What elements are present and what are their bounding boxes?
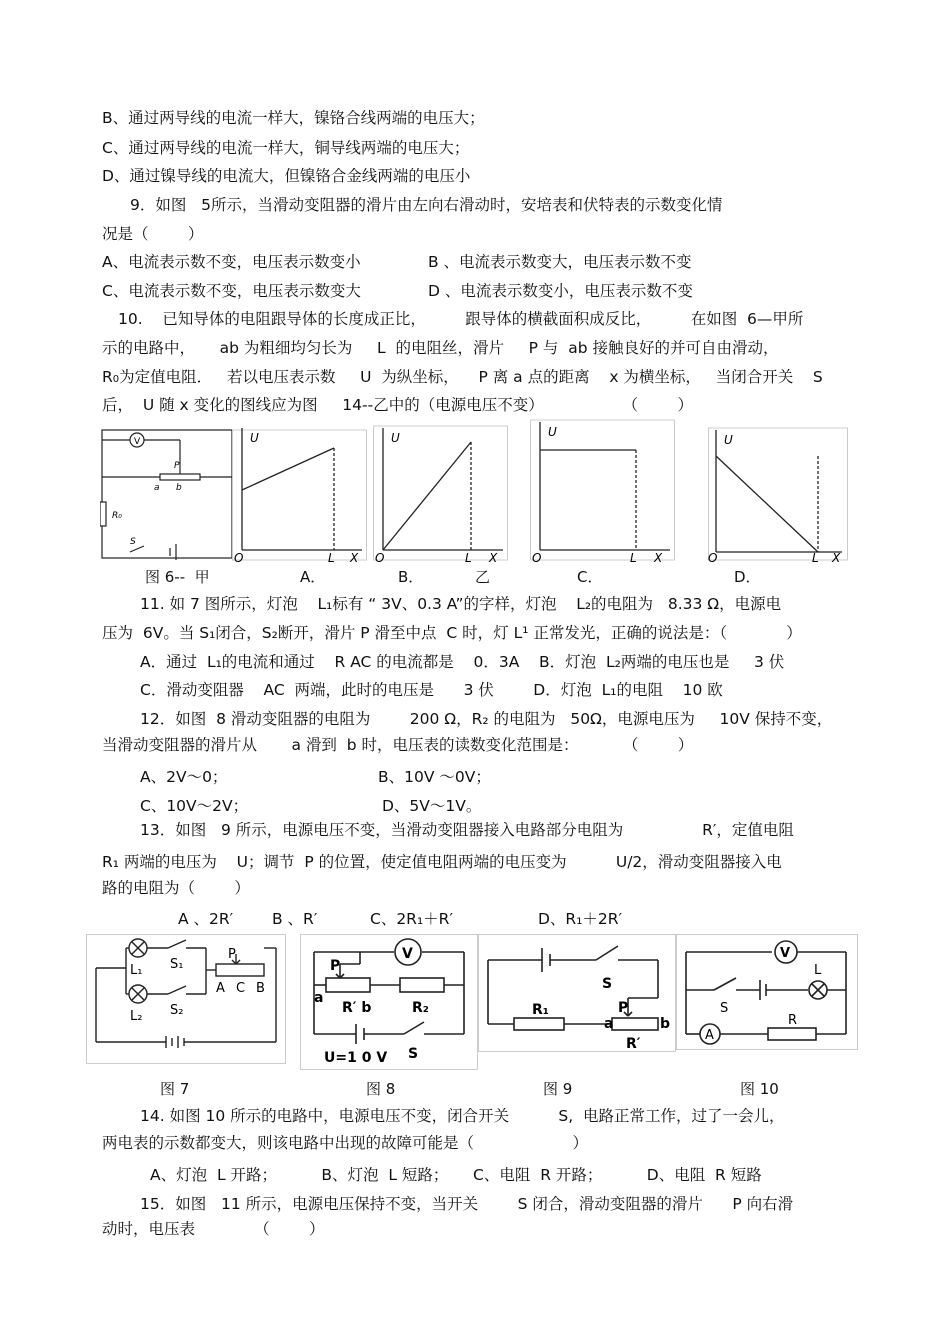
fig8-a: a: [314, 990, 324, 1006]
graph-b-o: O: [375, 551, 385, 564]
point-a-label: a: [154, 483, 160, 493]
q9-option-c: C、电流表示数不变，电压表示数变大: [102, 282, 361, 300]
caption-yi: 乙: [475, 568, 491, 586]
graph-b-l: L: [465, 551, 472, 564]
graph-b-x: X: [489, 551, 498, 564]
fig8-r2: R₂: [412, 1000, 429, 1016]
caption-fig8: 图 8: [366, 1080, 396, 1098]
fig10-a: A: [705, 1028, 714, 1043]
fig9-p: P: [618, 1000, 629, 1016]
q11-stem-2: 压为 6V。当 S₁闭合，S₂断开，滑片 P 滑至中点 C 时，灯 L¹ 正常发光，正确的说法是：（ ）: [102, 624, 802, 642]
q9-option-b: B 、电流表示数变大，电压表示数不变: [428, 253, 692, 271]
graph-d-x: X: [832, 551, 841, 564]
q8-option-d: D、通过镍导线的电流大，但镍铬合金线两端的电压小: [102, 167, 471, 185]
figure-7-circuit: [86, 934, 286, 1064]
graph-c-l: L: [630, 551, 637, 564]
fig7-b: B: [256, 981, 265, 996]
q11-options-cd: C．滑动变阻器 AC 两端，此时的电压是 3 伏 D．灯泡 L₁的电阻 10 欧: [140, 681, 723, 699]
graph-a-u: U: [250, 431, 259, 445]
graph-a: [232, 424, 367, 564]
figure-10-circuit: [676, 934, 858, 1050]
fig7-l1: L₁: [130, 963, 143, 978]
q11-stem-1: 11. 如 7 图所示，灯泡 L₁标有 “ 3V、0.3 A”的字样，灯泡 L₂的电阻为 8.33 Ω，电源电: [140, 595, 782, 613]
figure-9-circuit: [478, 934, 676, 1052]
q10-stem-3: R0为定值电阻． 若以电压表示数 U 为纵坐标， P 离 a 点的距离 x 为横坐标， 当闭合开关 S: [102, 368, 823, 386]
q12-option-d: D、5V～1V。: [382, 797, 482, 815]
q12-option-b: B、10V ～0V；: [378, 768, 491, 786]
graph-c-u: U: [548, 425, 557, 439]
graph-b-u: U: [391, 431, 400, 445]
fig10-l: L: [814, 963, 822, 978]
fig9-a: a: [604, 1016, 614, 1032]
q13-stem-1: 13．如图 9 所示，电源电压不变，当滑动变阻器接入电路部分电阻为 R′，定值电阻: [140, 821, 794, 839]
q8-option-b: B、通过两导线的电流一样大，镍铬合线两端的电压大；: [102, 109, 485, 127]
caption-b: B．: [398, 568, 424, 586]
switch-label: S: [130, 537, 136, 547]
graph-d: [708, 426, 848, 564]
r0-label: R₀: [112, 511, 122, 521]
fig7-a: A: [216, 981, 225, 996]
graph-d-o: O: [708, 551, 718, 564]
fig9-s: S: [602, 976, 613, 992]
slider-p-label: P: [174, 461, 180, 471]
caption-a: A．: [300, 568, 326, 586]
fig8-u: U=1 0 V: [324, 1050, 388, 1066]
q13-stem-2: R₁ 两端的电压为 U；调节 P 的位置，使定值电阻两端的电压变为 U/2，滑动变阻器接入电: [102, 853, 782, 871]
fig8-p: P: [330, 958, 341, 974]
fig8-s: S: [408, 1046, 419, 1062]
q15-stem-2: 动时，电压表 （ ）: [102, 1220, 325, 1238]
q13-option-a: A 、2R′: [178, 910, 234, 928]
q9-option-a: A、电流表示数不变，电压表示数变小: [102, 253, 361, 271]
q10-stem-2: 示的电路中， ab 为粗细均匀长为 L 的电阻丝，滑片 P 与 ab 接触良好的并可自由滑动，: [102, 339, 779, 357]
q13-option-b: B 、R′: [272, 910, 318, 928]
graph-d-u: U: [724, 433, 733, 447]
q8-option-c: C、通过两导线的电流一样大，铜导线两端的电压大；: [102, 139, 470, 157]
q14-options: A、灯泡 L 开路； B、灯泡 L 短路； C、电阻 R 开路； D、电阻 R 短路: [150, 1166, 762, 1184]
fig9-b: b: [660, 1016, 671, 1032]
q12-option-a: A、2V～0；: [140, 768, 228, 786]
q13-option-c: C、2R₁＋R′: [370, 910, 453, 928]
graph-c-o: O: [532, 551, 542, 564]
point-b-label: b: [176, 483, 182, 493]
q9-stem-cont: 况是（ ）: [102, 225, 204, 243]
fig7-c: C: [236, 981, 246, 996]
q12-stem-1: 12．如图 8 滑动变阻器的电阻为 200 Ω，R₂ 的电阻为 50Ω，电源电压为 10V 保持不变，: [140, 710, 833, 728]
caption-fig7: 图 7: [160, 1080, 190, 1098]
graph-a-l: L: [328, 551, 335, 564]
q9-option-d: D 、电流表示数变小，电压表示数不变: [428, 282, 693, 300]
q13-stem-3: 路的电阻为（ ）: [102, 879, 250, 897]
fig7-l2: L₂: [130, 1009, 143, 1024]
graph-c: [530, 418, 675, 564]
graph-b: [373, 424, 508, 564]
fig8-r: R′ b: [342, 1000, 372, 1016]
fig8-v: V: [402, 946, 413, 962]
graph-c-x: X: [654, 551, 663, 564]
voltmeter-label: V: [134, 437, 141, 447]
q13-option-d: D、R₁＋2R′: [538, 910, 623, 928]
q10-stem-4: 后， U 随 x 变化的图线应为图 14--乙中的（电源电压不变） （ ）: [102, 396, 693, 414]
fig10-v: V: [780, 946, 791, 961]
graph-d-l: L: [812, 551, 819, 564]
fig7-s2: S₂: [170, 1003, 184, 1018]
q11-options-ab: A．通过 L₁的电流和通过 R AC 的电流都是 0．3A B．灯泡 L₂两端的电压也是 3 伏: [140, 653, 785, 671]
caption-c: C．: [577, 568, 603, 586]
fig10-r: R: [788, 1013, 798, 1028]
q14-stem-1: 14. 如图 10 所示的电路中，电源电压不变，闭合开关 S, 电路正常工作，过了一会儿，: [140, 1107, 785, 1125]
graph-a-o: O: [234, 551, 244, 564]
q14-stem-2: 两电表的示数都变大，则该电路中出现的故障可能是（ ）: [102, 1134, 589, 1152]
figure-8-circuit: [300, 934, 478, 1070]
fig9-r: R′: [626, 1036, 641, 1052]
graph-a-x: X: [350, 551, 359, 564]
q10-stem-1: 10. 已知导体的电阻跟导体的长度成正比， 跟导体的横截面积成反比， 在如图 6—甲所: [118, 310, 804, 328]
q9-stem: 9．如图 5所示，当滑动变阻器的滑片由左向右滑动时，安培表和伏特表的示数变化情: [130, 196, 723, 214]
q12-stem-2: 当滑动变阻器的滑片从 a 滑到 b 时，电压表的读数变化范围是： （ ）: [102, 736, 694, 754]
caption-fig9: 图 9: [543, 1080, 573, 1098]
caption-d: D．: [734, 568, 761, 586]
q15-stem-1: 15．如图 11 所示，电源电压保持不变，当开关 S 闭合，滑动变阻器的滑片 P 向右滑: [140, 1195, 794, 1213]
fig7-s1: S₁: [170, 957, 184, 972]
fig9-r1: R₁: [532, 1002, 549, 1018]
q12-option-c: C、10V～2V；: [140, 797, 249, 815]
caption-fig6: 图 6-- 甲: [145, 568, 210, 586]
figure-6-circuit: [100, 428, 235, 563]
fig7-p: P: [228, 947, 236, 962]
fig10-s: S: [720, 1001, 729, 1016]
caption-fig10: 图 10: [740, 1080, 779, 1098]
